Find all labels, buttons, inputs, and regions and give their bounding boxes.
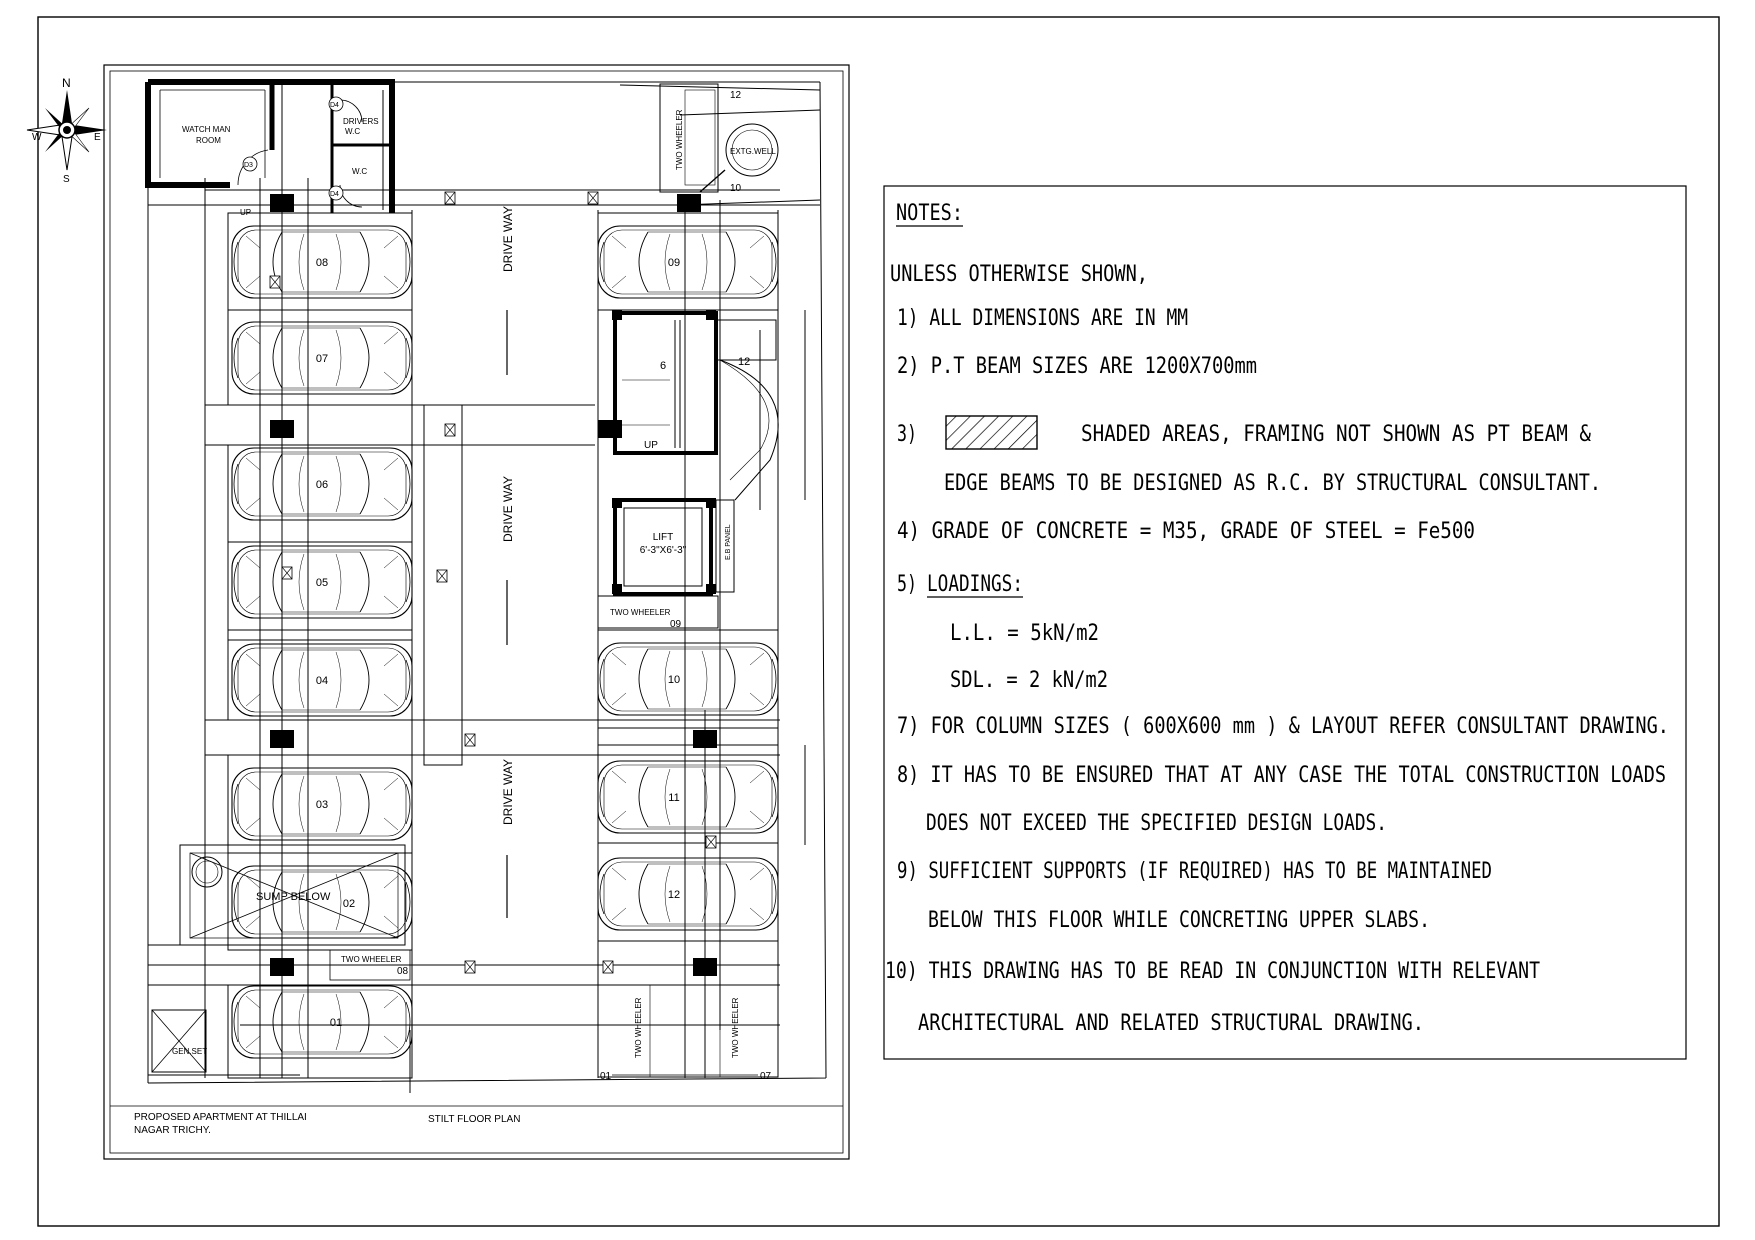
notes-intro: UNLESS OTHERWISE SHOWN, [890,262,1148,287]
note-3-line-1: SHADED AREAS, FRAMING NOT SHOWN AS PT BEAM & [1081,422,1592,447]
wc-label: W.C [352,167,368,176]
title-block [134,1112,520,1136]
compass-north: N [62,76,71,90]
parking-number: 12 [667,889,681,901]
parking-space-08 [232,226,412,298]
stair-lift-core [598,313,778,630]
two-wheeler-bottom-label-2: TWO WHEELER [731,997,740,1058]
parking-space-03 [232,768,412,840]
two-wheeler-mid-number: 09 [670,619,682,630]
drawing-title: STILT FLOOR PLAN [428,1114,521,1125]
note-3-number: 3) [897,422,917,447]
parking-space-04 [232,644,412,716]
drivers-wc-label-2: W.C [345,127,361,136]
driveway-label-bottom: DRIVE WAY [501,758,515,825]
note-9-line-1: 9) SUFFICIENT SUPPORTS (IF REQUIRED) HAS TO BE MAINTAINED [897,859,1492,884]
note-5-number: 5) [897,572,917,597]
two-wheeler-top-label: TWO WHEELER [675,109,684,170]
note-1: 1) ALL DIMENSIONS ARE IN MM [897,306,1188,331]
parking-space-05 [232,546,412,618]
parking-number: 06 [315,479,329,491]
parking-number: 02 [342,898,356,910]
two-wheeler-top-end: 10 [730,183,742,194]
two-wheeler-bottom-end: 07 [760,1071,772,1082]
plan-frame [104,65,849,1159]
parking-space-10 [598,643,778,715]
compass-east: E [94,132,101,143]
two-wheeler-left-number: 08 [397,966,409,977]
driveway [424,206,515,918]
note-10-line-2: ARCHITECTURAL AND RELATED STRUCTURAL DRAWING. [918,1011,1424,1036]
driveway-label-top: DRIVE WAY [501,205,515,272]
parking-number: 09 [667,257,681,269]
parking-space-01 [232,986,412,1058]
two-wheeler-mid-label: TWO WHEELER [610,608,671,617]
note-8-line-2: DOES NOT EXCEED THE SPECIFIED DESIGN LOADS. [926,811,1387,836]
watchman-label-2: ROOM [196,136,221,145]
floor-trap-markers [270,192,716,973]
sump-label: SUMP BELOW [256,891,331,903]
parking-number: 04 [315,675,329,687]
project-name-line-2: NAGAR TRICHY. [134,1125,211,1136]
parking-number: 11 [668,792,680,804]
genset-label: GEN.SET [172,1047,208,1056]
two-wheeler-top-start: 12 [730,90,742,101]
compass-west: W [32,132,42,143]
watchman-label-1: WATCH MAN [182,125,231,134]
superimposed-dead-load: SDL. = 2 kN/m2 [950,668,1108,693]
project-name-line-1: PROPOSED APARTMENT AT THILLAI [134,1112,307,1123]
note-3-line-2: EDGE BEAMS TO BE DESIGNED AS R.C. BY STRUCTURAL CONSULTANT. [944,471,1601,496]
parking-number: 03 [315,799,329,811]
door-d4-bottom-label: D4 [330,191,339,198]
note-9-line-2: BELOW THIS FLOOR WHILE CONCRETING UPPER SLABS. [928,908,1430,933]
parking-space-11 [598,761,778,833]
notes-heading: NOTES: [896,201,963,226]
compass-south: S [63,174,70,185]
live-load: L.L. = 5kN/m2 [950,621,1099,646]
parking-number: 05 [315,577,329,589]
stair-label-12: 12 [738,356,751,368]
two-wheeler-bottom-label-1: TWO WHEELER [634,997,643,1058]
stair-label-6: 6 [660,360,667,372]
door-d3-label: D3 [244,162,253,169]
note-4: 4) GRADE OF CONCRETE = M35, GRADE OF STEEL = Fe500 [897,519,1475,544]
driveway-label-middle: DRIVE WAY [501,475,515,542]
eb-panel-label: E.B PANEL [725,524,732,560]
drivers-wc-label-1: DRIVERS [343,117,379,126]
existing-well-label: EXTG.WELL [730,147,776,156]
north-arrow-icon [27,76,107,185]
up-label-stair: UP [644,440,658,451]
note-5-heading: LOADINGS: [927,572,1023,597]
notes-panel [884,186,1686,1059]
note-10-line-1: 10) THIS DRAWING HAS TO BE READ IN CONJUNCTION WITH RELEVANT [885,959,1540,984]
up-label-top: UP [240,208,252,217]
parking-number: 10 [667,674,681,686]
left-parking-column [228,213,412,1078]
top-two-wheeler-area [660,84,778,194]
note-8-line-1: 8) IT HAS TO BE ENSURED THAT AT ANY CASE THE TOTAL CONSTRUCTION LOADS [897,763,1666,788]
door-d4-top-label: D4 [330,102,339,109]
parking-space-07 [232,322,412,394]
note-7: 7) FOR COLUMN SIZES ( 600X600 mm ) & LAYOUT REFER CONSULTANT DRAWING. [897,714,1669,739]
note-2: 2) P.T BEAM SIZES ARE 1200X700mm [897,354,1257,379]
parking-number: 07 [315,353,329,365]
parking-space-09 [598,226,778,298]
shaded-area-hatch-icon [946,416,1037,449]
parking-space-12 [598,858,778,930]
parking-number: 01 [329,1017,343,1029]
lift-label-2: 6'-3"X6'-3" [639,545,687,556]
two-wheeler-bottom-start: 01 [600,1071,612,1082]
parking-number: 08 [315,257,329,269]
parking-space-06 [232,448,412,520]
two-wheeler-left-label: TWO WHEELER [341,955,402,964]
right-parking-column [598,213,778,941]
lift-label-1: LIFT [652,532,674,543]
